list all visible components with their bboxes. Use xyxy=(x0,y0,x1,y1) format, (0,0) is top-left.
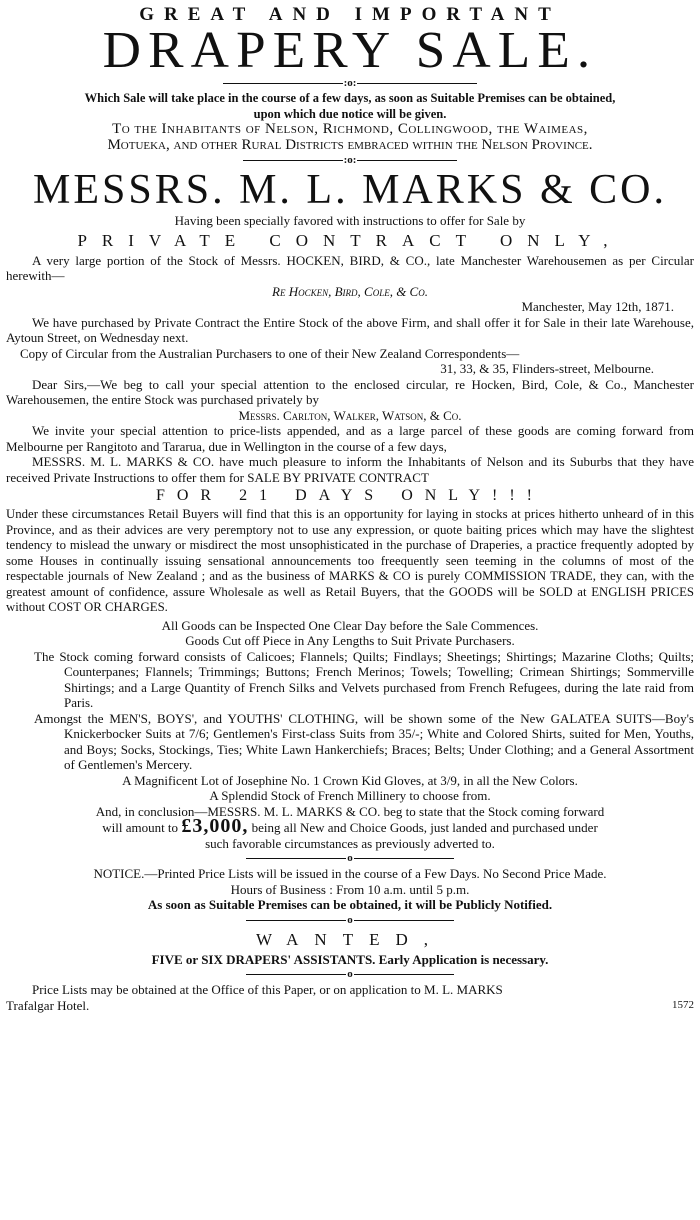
rule-divider-2: :o: xyxy=(6,154,694,167)
favored-line: Having been specially favored with instructions to offer for Sale by xyxy=(174,213,526,229)
dear-sirs-paragraph: Dear Sirs,—We beg to call your special attention to the enclosed circular, re Hocken, Bird, Cole, & Co., Manchester Warehousemen, the entire Stock was purchased privately by xyxy=(6,376,694,408)
notified-line: As soon as Suitable Premises can be obtained, it will be Publicly Notified. xyxy=(147,897,553,913)
headline-drapery-sale: DRAPERY SALE. xyxy=(102,22,598,79)
conclusion-line-3: such favorable circumstances as previously adverted to. xyxy=(205,835,495,851)
assistants-line: FIVE or SIX DRAPERS' ASSISTANTS. Early Application is necessary. xyxy=(151,951,549,967)
purchased-paragraph: We have purchased by Private Contract the Entire Stock of the above Firm, and shall offer it for Sale in their late Warehouse, Aytoun Street, on Wednesday next. xyxy=(6,314,694,346)
firm-name: MESSRS. M. L. MARKS & CO. xyxy=(33,167,667,214)
days-only: FOR 21 DAYS ONLY!!! xyxy=(155,487,545,505)
price-lists-line: Price Lists may be obtained at the Office of this Paper, or on application to M. L. MARKS xyxy=(32,982,503,998)
rule-divider-3: o xyxy=(6,852,694,865)
clothing-paragraph: Amongst the MEN'S, BOYS', and YOUTHS' CLOTHING, will be shown some of the New GALATEA SUITS—Boy's Knickerbocker Suits at 7/6; Gentlemen's First-class Suits from 35/-; White and Colored Shirts, suited for Men, Youths, and Boys; Socks, Stockings, Ties; White Lawn Hankerchiefs; Braces; Belts; Under Clothing; and a General Assortment of Gentlemen's Mercery. xyxy=(34,710,694,773)
footer-row xyxy=(6,998,694,1014)
intro-line: Which Sale will take place in the course of a few days, as soon as Suitable Premises can be obtained, xyxy=(84,91,616,106)
millinery-line: A Splendid Stock of French Millinery to choose from. xyxy=(209,788,491,804)
date-line: Manchester, May 12th, 1871. xyxy=(521,299,674,315)
notice-line: NOTICE.—Printed Price Lists will be issued in the course of a Few Days. No Second Price Made. xyxy=(93,866,607,882)
conclusion-line-2 xyxy=(6,815,694,838)
carlton-line: Messrs. Carlton, Walker, Watson, & Co. xyxy=(238,407,462,423)
conclusion-text: will amount to xyxy=(102,820,179,836)
inhabitants-line-2: Motueka, and other Rural Districts embraced within the Nelson Province. xyxy=(107,136,593,153)
private-contract: PRIVATE CONTRACT ONLY, xyxy=(77,230,623,250)
melbourne-address: 31, 33, & 35, Flinders-street, Melbourne. xyxy=(440,361,654,377)
intro-line-2: upon which due notice will be given. xyxy=(253,106,447,121)
cut-line: Goods Cut off Piece in Any Lengths to Suit Private Purchasers. xyxy=(185,633,515,649)
circumstances-paragraph: Under these circumstances Retail Buyers will find that this is an opportunity for laying in stocks at prices hitherto unheard of in this Province, and as their advices are very peremptory not to use any expression, or quote baiting prices which may have the slightest tendency to mislead the unwary or misdirect the most unsophisticated in the purchase of Draperies, a practice frequently adopted by some Houses in continually issuing sensational announcements too freequently seen teeming in the columns of most of the respectable journals of New Zealand ; and as the business of MARKS & CO is purely COMMISSION TRADE, they can, with the greatest amount of confidence, assure Wholesale as well as Retail Buyers, that the GOODS will be SOLD at ENGLISH PRICES without COST OR CHARGES. xyxy=(6,507,694,615)
hours-line: Hours of Business : From 10 a.m. until 5 p.m. xyxy=(230,881,470,897)
invite-paragraph: We invite your special attention to price-lists appended, and as a large parcel of these goods are coming forward from Melbourne per Rangitoto and Tararua, due in Wellington in the course of a few days, xyxy=(6,423,694,454)
rule-divider-5: o xyxy=(6,968,694,981)
amount-value: £3,000, xyxy=(181,815,249,838)
inhabitants-line: To the Inhabitants of Nelson, Richmond, Collingwood, the Waimeas, xyxy=(112,121,588,138)
stock-paragraph: The Stock coming forward consists of Calicoes; Flannels; Quilts; Findlays; Sheetings; Shirtings; Mazarine Cloths; Quilts; Counterpanes; Flannels; Trimmings; Buttons; French Merinos; Towels; Towelling; Crimean Shirtings; Sommerville Shirtings; and a Large Quantity of French Silks and Velvets purchased from French Refugees, during the late raid from Paris. xyxy=(34,648,694,711)
copy-circular: Copy of Circular from the Australian Purchasers to one of their New Zealand Correspondents— xyxy=(20,345,520,361)
conclusion-line: And, in conclusion—MESSRS. M. L. MARKS & CO. beg to state that the Stock coming forward xyxy=(95,803,605,819)
inspected-line: All Goods can be Inspected One Clear Day before the Sale Commences. xyxy=(161,617,539,633)
hotel-text: Trafalgar Hotel. xyxy=(6,997,90,1013)
ad-number: 1572 xyxy=(672,998,694,1011)
gloves-line: A Magnificent Lot of Josephine No. 1 Crown Kid Gloves, at 3/9, in all the New Colors. xyxy=(122,772,578,788)
rule-divider-4: o xyxy=(6,914,694,927)
portion-paragraph: A very large portion of the Stock of Messrs. HOCKEN, BIRD, & CO., late Manchester Warehousemen as per Circular herewith— xyxy=(6,252,694,284)
pleasure-paragraph: MESSRS. M. L. MARKS & CO. have much pleasure to inform the Inhabitants of Nelson and its Suburbs that they have received Private Instructions to offer them for SALE BY PRIVATE CONTRACT xyxy=(6,454,694,485)
rule-divider: :o: xyxy=(6,77,694,90)
headline-great: GREAT AND IMPORTANT xyxy=(139,4,561,25)
re-line: Re Hocken, Bird, Cole, & Co. xyxy=(272,283,428,299)
wanted-heading: WANTED, xyxy=(255,929,444,949)
conclusion-text-2: being all New and Choice Goods, just landed and purchased under xyxy=(251,820,598,836)
